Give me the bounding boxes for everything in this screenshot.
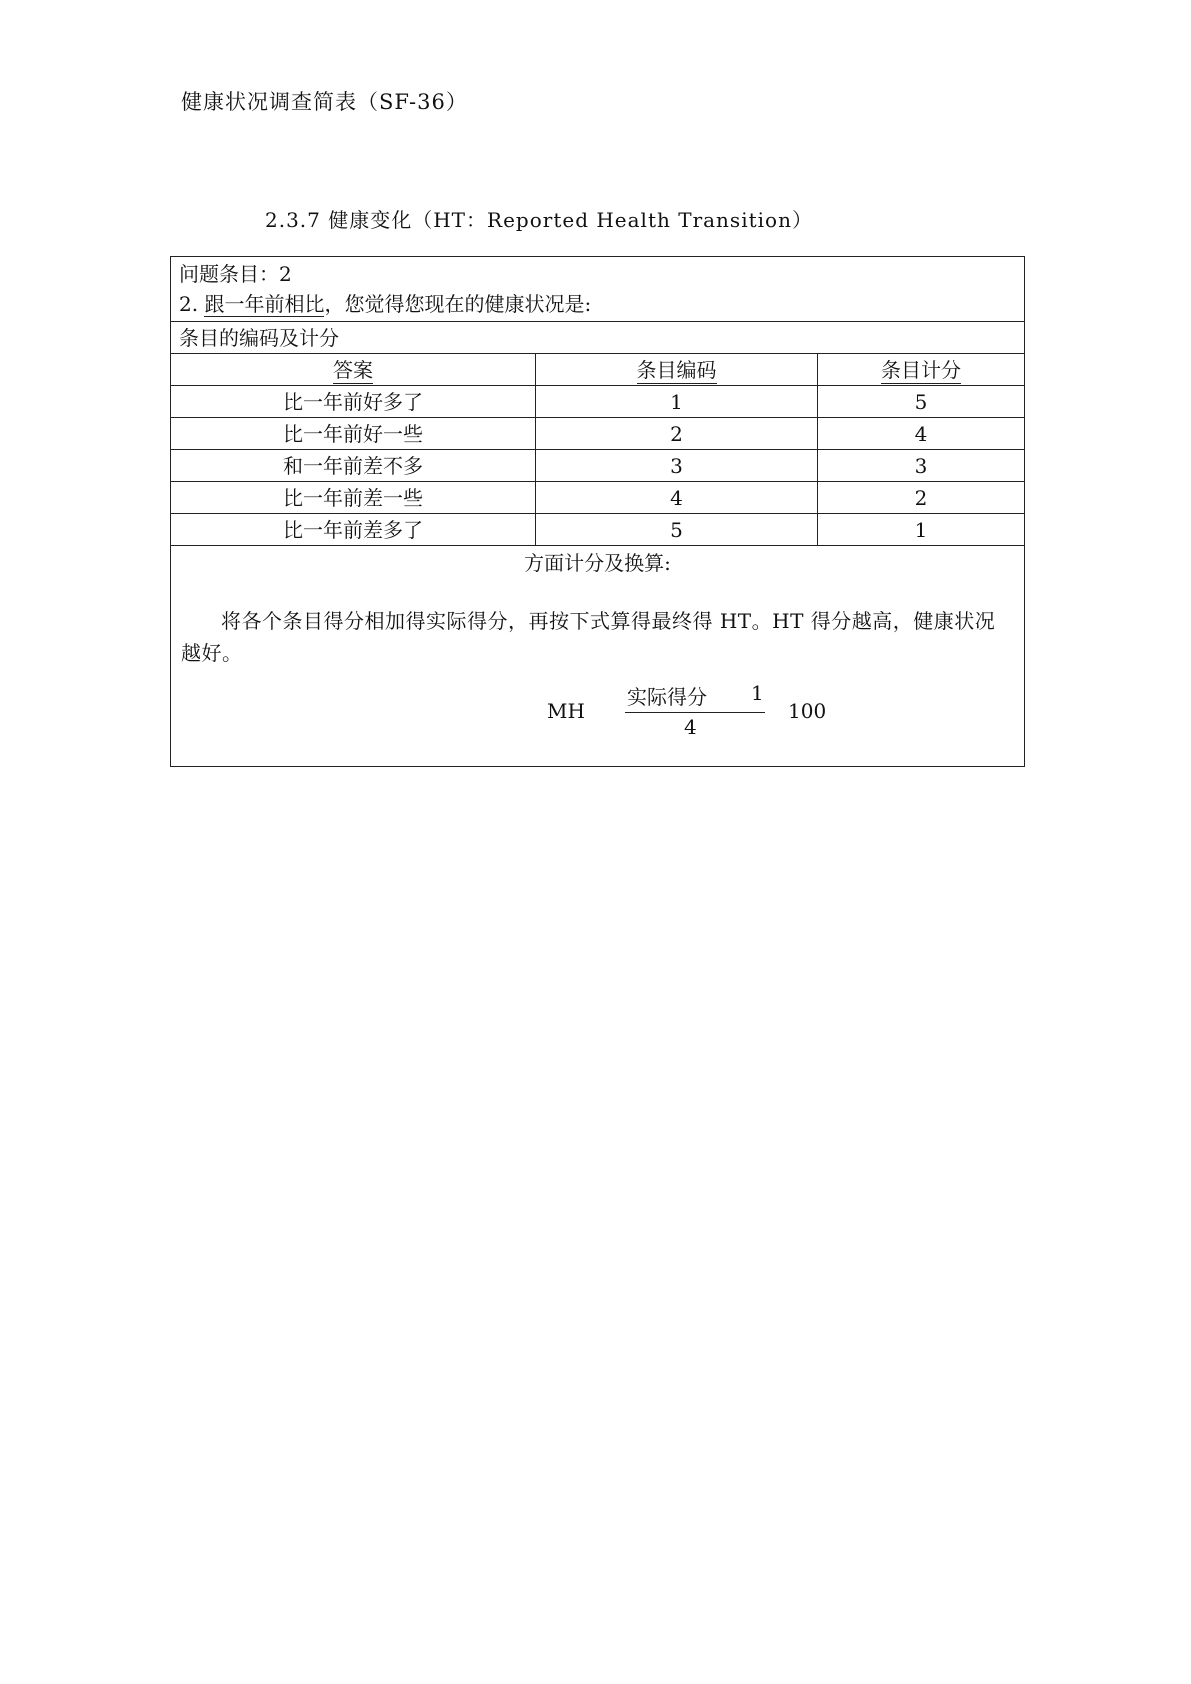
answer-cell: 比一年前差多了	[171, 514, 536, 546]
question-cell	[171, 257, 1025, 322]
formula-lhs: MH	[547, 699, 585, 723]
code-cell: 2	[536, 418, 818, 450]
code-cell: 3	[536, 450, 818, 482]
table-row	[171, 514, 1025, 546]
scoring-row	[171, 546, 1025, 767]
score-cell: 2	[818, 482, 1025, 514]
question-number: 2.	[179, 292, 199, 316]
table-row	[171, 386, 1025, 418]
scoring-cell	[171, 546, 1025, 767]
table-row	[171, 482, 1025, 514]
score-cell: 4	[818, 418, 1025, 450]
answer-cell: 和一年前差不多	[171, 450, 536, 482]
score-cell: 3	[818, 450, 1025, 482]
table-row	[171, 418, 1025, 450]
question-text	[179, 289, 1016, 319]
score-formula	[181, 681, 1014, 751]
score-cell: 1	[818, 514, 1025, 546]
code-cell: 1	[536, 386, 818, 418]
score-cell: 5	[818, 386, 1025, 418]
question-label: 问题条目：2	[179, 262, 292, 286]
coding-label-row	[171, 322, 1025, 354]
answer-cell: 比一年前差一些	[171, 482, 536, 514]
table-row	[171, 450, 1025, 482]
scoring-text: 将各个条目得分相加得实际得分，再按下式算得最终得 HT。HT 得分越高，健康状况越好。	[181, 609, 996, 665]
question-text-underlined: 跟一年前相比	[204, 292, 325, 316]
formula-numerator: 实际得分	[627, 685, 707, 709]
code-cell: 4	[536, 482, 818, 514]
document-header: 健康状况调查简表（SF-36）	[181, 90, 468, 114]
question-text-rest: ，您觉得您现在的健康状况是:	[324, 292, 592, 316]
formula-denominator: 4	[684, 715, 697, 739]
formula-multiplier: 100	[788, 699, 827, 723]
fraction-bar	[625, 712, 765, 713]
table-header-row	[171, 354, 1025, 386]
ht-coding-table	[170, 256, 1025, 767]
answer-cell: 比一年前好多了	[171, 386, 536, 418]
section-title: 2.3.7 健康变化（HT：Reported Health Transition）	[265, 208, 813, 232]
answer-cell: 比一年前好一些	[171, 418, 536, 450]
formula-numerator-const: 1	[751, 681, 764, 705]
header-code: 条目编码	[536, 354, 818, 386]
code-cell: 5	[536, 514, 818, 546]
header-score: 条目计分	[818, 354, 1025, 386]
question-row	[171, 257, 1025, 322]
coding-label: 条目的编码及计分	[171, 322, 1025, 354]
scoring-title: 方面计分及换算:	[524, 551, 671, 575]
header-answer: 答案	[171, 354, 536, 386]
